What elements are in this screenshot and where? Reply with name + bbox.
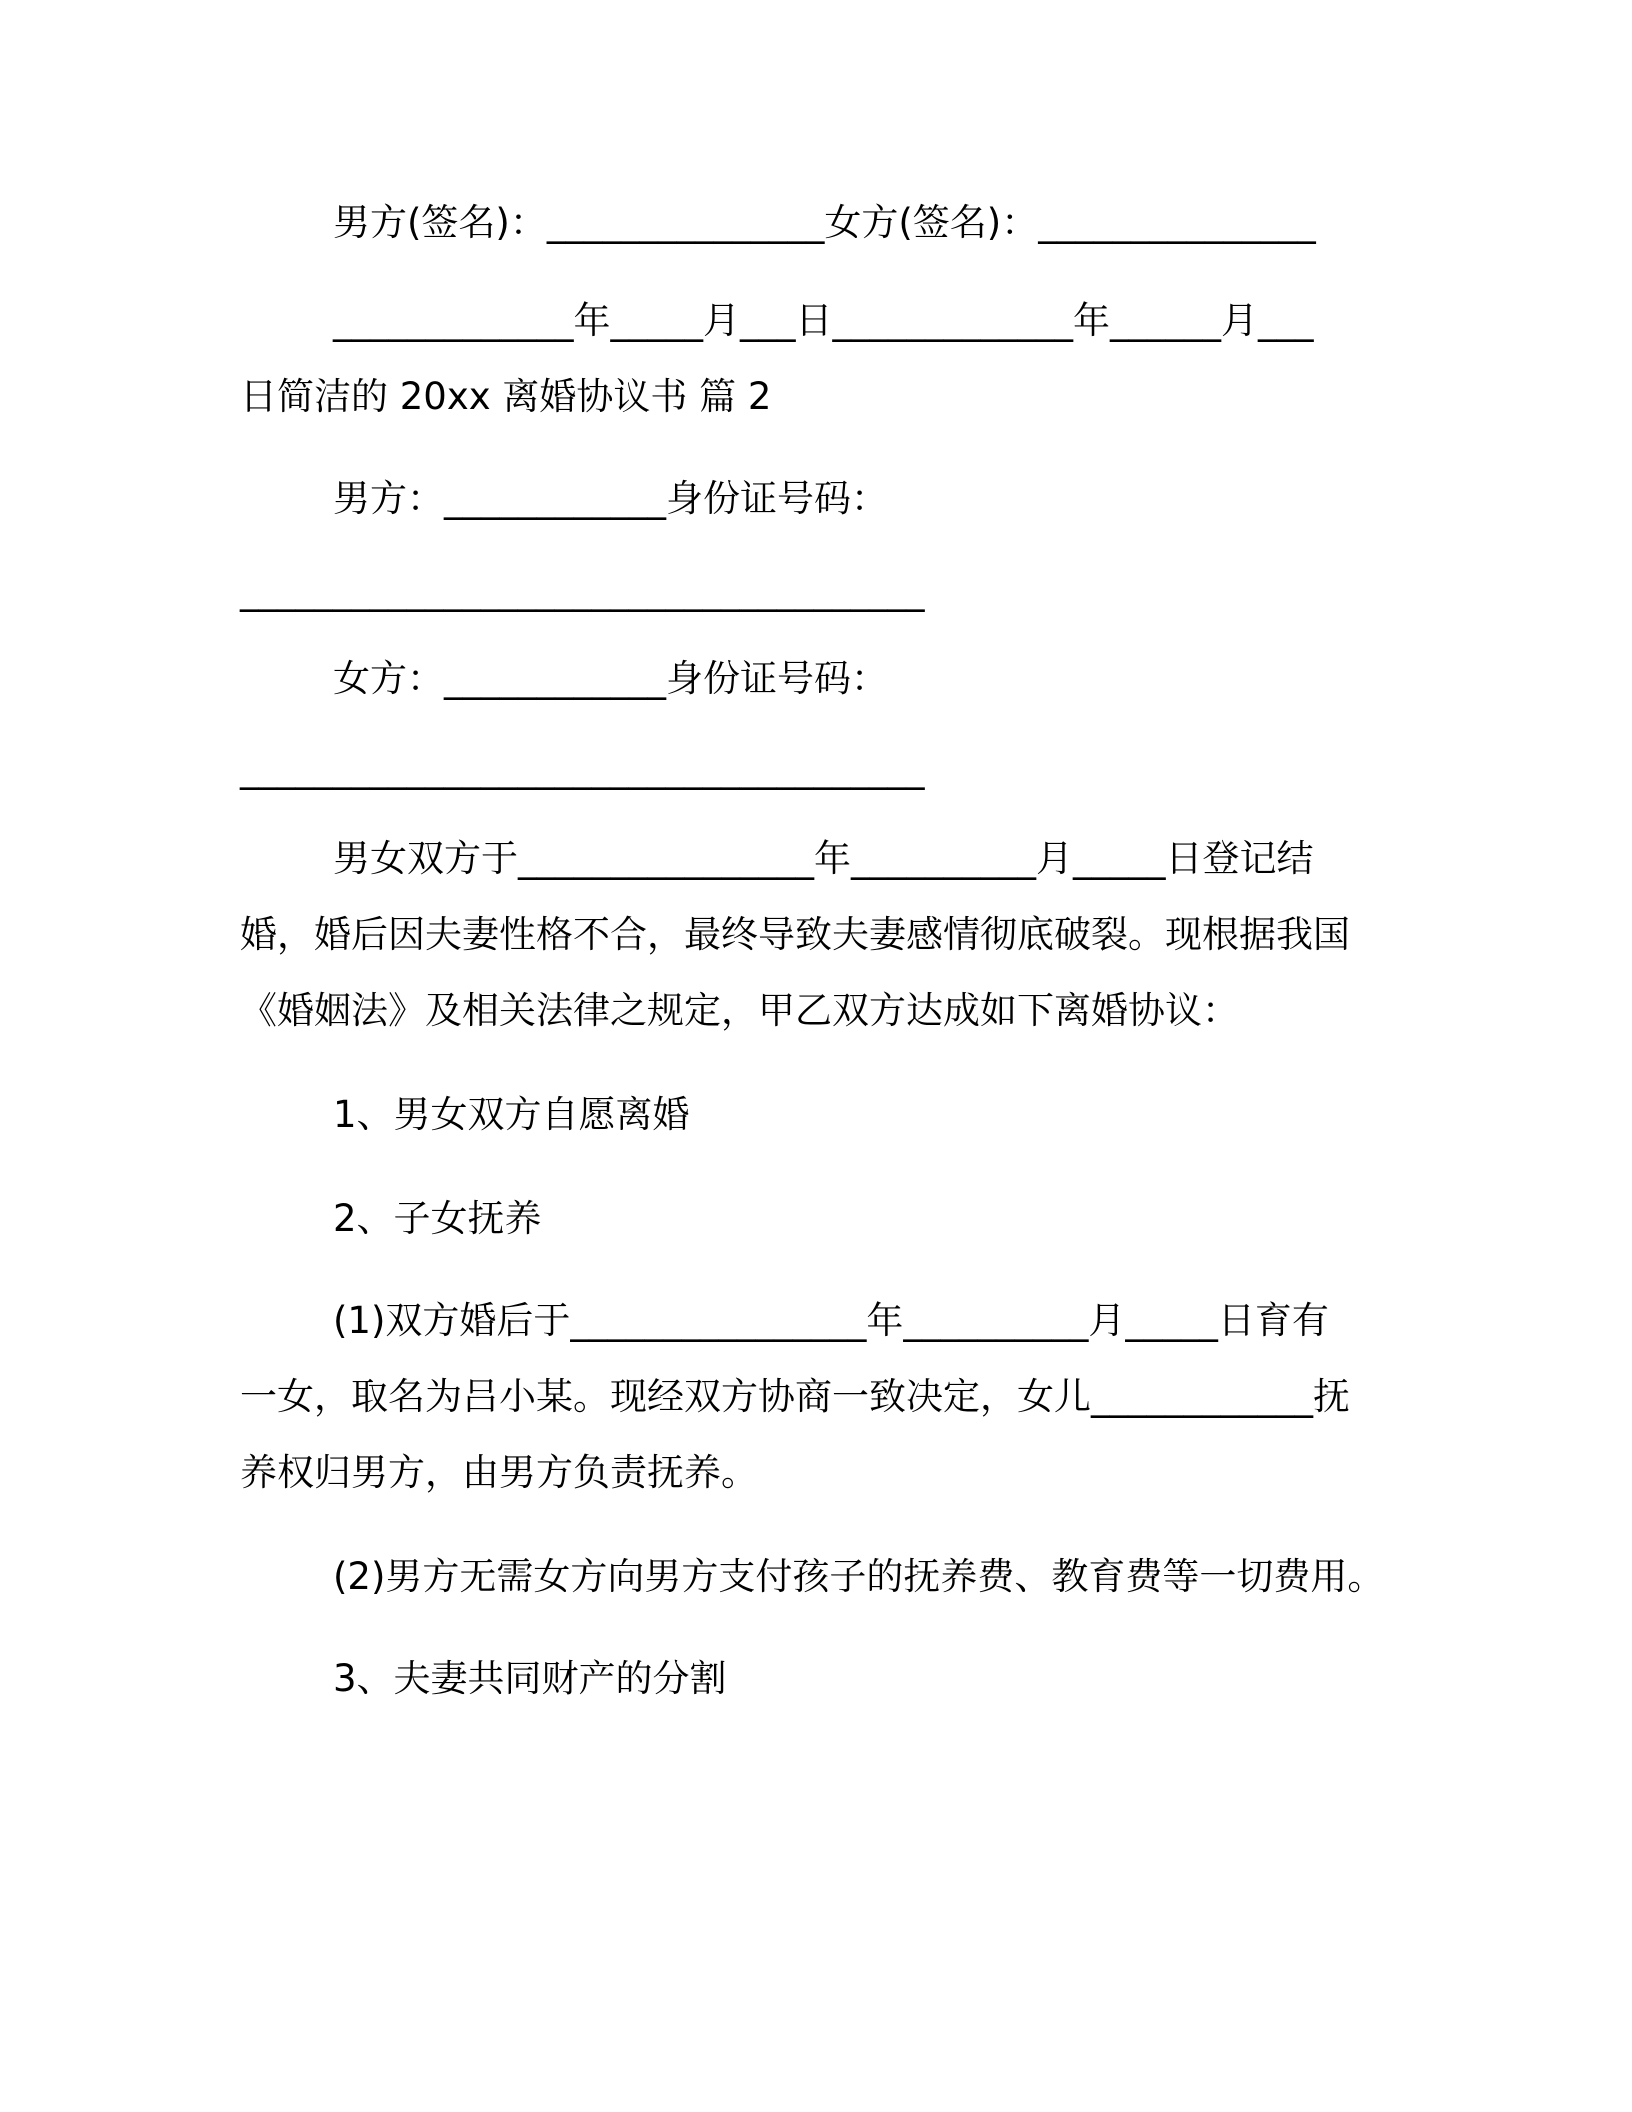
male-id-line: 男方：____________身份证号码： bbox=[333, 477, 888, 520]
clause-2-1-line: 养权归男方，由男方负责抚养。 bbox=[240, 1451, 758, 1494]
clause-3-heading: 3、夫妻共同财产的分割 bbox=[333, 1657, 727, 1700]
section-heading: 日简洁的 20xx 离婚协议书 篇 2 bbox=[240, 375, 772, 418]
clause-2-1-line: 一女，取名为吕小某。现经双方协商一致决定，女儿____________抚 bbox=[240, 1375, 1350, 1418]
marriage-registration-line: 男女双方于________________年__________月_____日登记结 bbox=[333, 837, 1314, 880]
female-id-blank: _____________________________________ bbox=[240, 747, 925, 790]
clause-2-1-line: (1)双方婚后于________________年__________月_____日育有 bbox=[333, 1299, 1329, 1342]
paragraph-line: 《婚姻法》及相关法律之规定，甲乙双方达成如下离婚协议： bbox=[240, 989, 1239, 1032]
date-line: _____________年_____月___日_____________年______月___ bbox=[333, 299, 1314, 342]
clause-2-heading: 2、子女抚养 bbox=[333, 1197, 542, 1240]
clause-1: 1、男女双方自愿离婚 bbox=[333, 1093, 690, 1136]
paragraph-line: 婚，婚后因夫妻性格不合，最终导致夫妻感情彻底破裂。现根据我国 bbox=[240, 913, 1350, 956]
male-id-blank: _____________________________________ bbox=[240, 569, 925, 612]
female-id-line: 女方：____________身份证号码： bbox=[333, 657, 888, 700]
clause-2-2: (2)男方无需女方向男方支付孩子的抚养费、教育费等一切费用。 bbox=[333, 1555, 1385, 1598]
signature-line: 男方(签名)：_______________女方(签名)：_______________ bbox=[333, 201, 1316, 244]
